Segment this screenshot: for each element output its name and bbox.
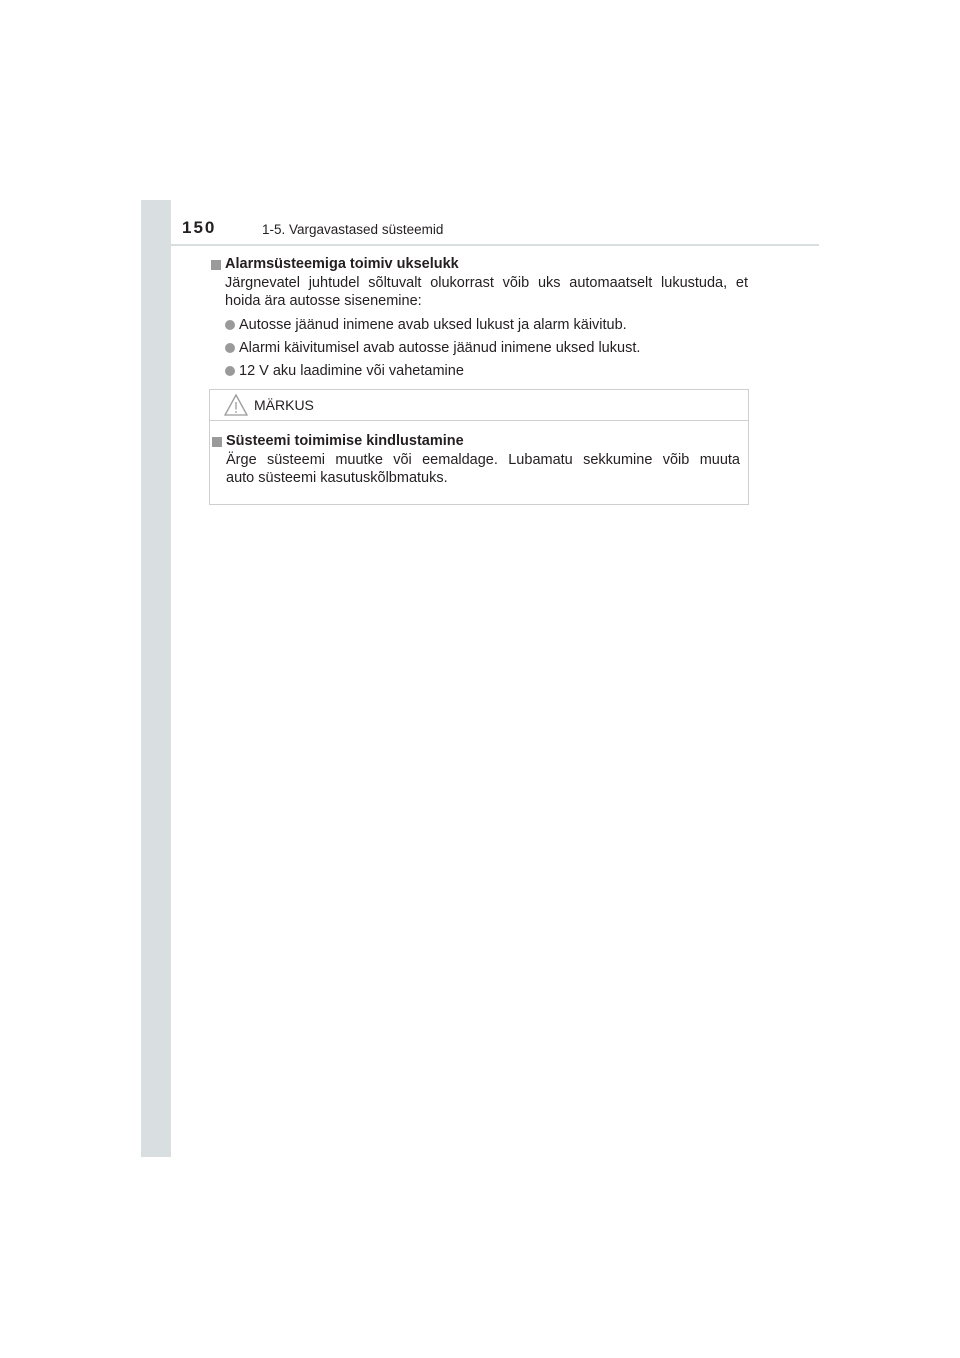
square-bullet-icon bbox=[211, 260, 221, 270]
intro-paragraph bbox=[225, 274, 748, 310]
round-bullet-icon bbox=[225, 320, 235, 330]
notice-box bbox=[209, 389, 749, 505]
list-item-text: Autosse jäänud inimene avab uksed lukust ja alarm käivitub. bbox=[239, 317, 627, 333]
section-heading-text: Alarmsüsteemiga toimiv ukselukk bbox=[225, 256, 459, 272]
notice-paragraph bbox=[226, 451, 740, 487]
intro-line-1: Järgnevatel juhtudel sõltuvalt olukorrast võib uks automaatselt lukustuda, et bbox=[225, 275, 748, 291]
notice-heading-text: Süsteemi toimimise kindlustamine bbox=[226, 433, 464, 449]
list-item bbox=[211, 339, 748, 357]
page-number: 150 bbox=[182, 218, 217, 237]
header-divider bbox=[141, 244, 819, 246]
notice-heading bbox=[212, 432, 740, 451]
section-heading bbox=[211, 255, 748, 274]
notice-line-1: Ärge süsteemi muutke või eemaldage. Lubamatu sekkumine võib muuta bbox=[226, 452, 740, 468]
main-content bbox=[211, 255, 748, 385]
side-tab-strip bbox=[141, 200, 171, 1157]
notice-line-2: auto süsteemi kasutuskõlbmatuks. bbox=[226, 470, 448, 486]
intro-line-2: hoida ära autosse sisenemine: bbox=[225, 293, 422, 309]
notice-title: MÄRKUS bbox=[254, 397, 314, 413]
notice-body bbox=[212, 432, 740, 487]
list-item-text: 12 V aku laadimine või vahetamine bbox=[239, 363, 464, 379]
square-bullet-icon bbox=[212, 437, 222, 447]
round-bullet-icon bbox=[225, 343, 235, 353]
condition-list bbox=[211, 316, 748, 380]
round-bullet-icon bbox=[225, 366, 235, 376]
running-section-title: 1-5. Vargavastased süsteemid bbox=[262, 222, 444, 237]
list-item-text: Alarmi käivitumisel avab autosse jäänud inimene uksed lukust. bbox=[239, 340, 641, 356]
list-item bbox=[211, 362, 748, 380]
notice-header bbox=[210, 390, 748, 421]
warning-triangle-icon bbox=[223, 393, 249, 417]
list-item bbox=[211, 316, 748, 334]
